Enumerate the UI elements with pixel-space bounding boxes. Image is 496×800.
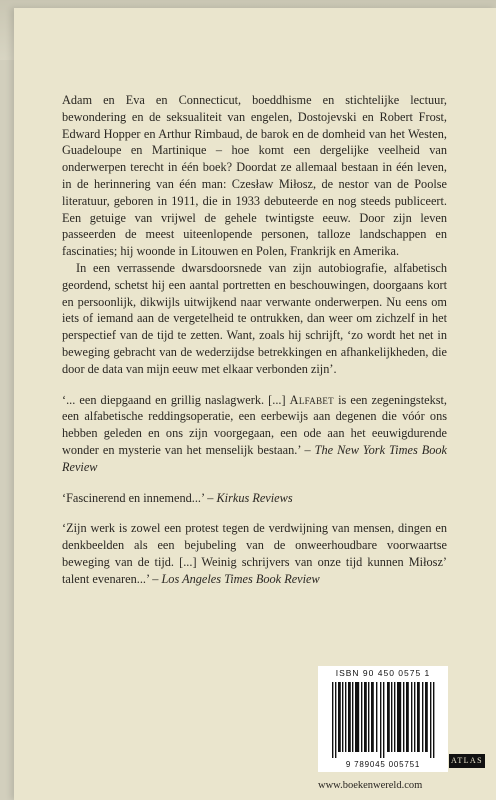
review-quote-2: ‘Fascinerend en innemend...’ – Kirkus Reviews [62,490,293,505]
barcode-icon [326,682,440,758]
review-source: The New York Times Book Review [62,442,447,474]
barcode-digits: 9 789045 005751 [345,760,421,769]
review-quote-3: ‘Zijn werk is zowel een protest tegen de verdwijning van mensen, dingen en denkbeelden als een bejubeling van de onweerhoudbare voorwaartse beweging van de tijd. [...] Weinig schrijvers van onze tijd kunnen Miłosz’ talent evenaren...’ – Los Angeles Times Book Review [62,521,447,586]
barcode-panel [318,666,448,772]
review-source: Los Angeles Times Book Review [161,571,320,586]
isbn-label: ISBN 90 450 0575 1 [335,668,431,678]
blurb-text [62,92,447,588]
blurb-paragraph-2: In een verrassende dwarsdoorsnede van zijn autobiografie, alfabetisch geordend, schetst hij een aantal portretten en beschouwingen, doorgaans kort en persoonlijk, dikwijls uitwijkend naar verwante onderwerpen. Nu eens om iets of iemand aan de vergetelheid te ontrukken, dan weer om zichzelf in het perspectief van de tijd te zetten. Want, zoals hij schrijft, ‘zo wordt het net in beweging gebracht van de wederzijdse betrekkingen en afhankelijkheden, die door de data van mijn eeuw met elkaar verbonden zijn’. [62,260,447,376]
book-title: Alfabet [289,392,334,407]
review-source: Kirkus Reviews [216,490,293,505]
review-quote-1: ‘... een diepgaand en grillig naslagwerk. [...] Alfabet is een zegeningstekst, een alfabetische reddingsoperatie, een eerbewijs aan degenen die vóór ons hebben geleden en ons zijn voorgegaan, een ode aan het eeuwigdurende wonder en mysterie van het menselijk bestaan.’ – The New York Times Book Review [62,392,447,474]
website-url: www.boekenwereld.com [318,780,423,791]
publisher-logo: ATLAS [449,754,485,768]
blurb-paragraph-1: Adam en Eva en Connecticut, boeddhisme en stichtelijke lectuur, bewondering en de seksualiteit van engelen, Dostojevski en Robert Frost, Edward Hopper en Arthur Rimbaud, de barok en de domheid van het Westen, Guadeloupe en Martinique – hoe komt een dergelijke veelheid van onderwerpen terecht in één boek? Doordat ze allemaal bestaan in één leven, in de herinnering van één man: Czesław Miłosz, de nestor van de Poolse literatuur, geboren in 1911, die in 1933 debuteerde en nog steeds publiceert. Een getuige van vrijwel de gehele twintigste eeuw. Door zijn leven passeerden de meest uiteenlopende personen, talloze landschappen en fascinaties; hij woonde in Litouwen en Polen, Frankrijk en Amerika. [62,93,447,259]
